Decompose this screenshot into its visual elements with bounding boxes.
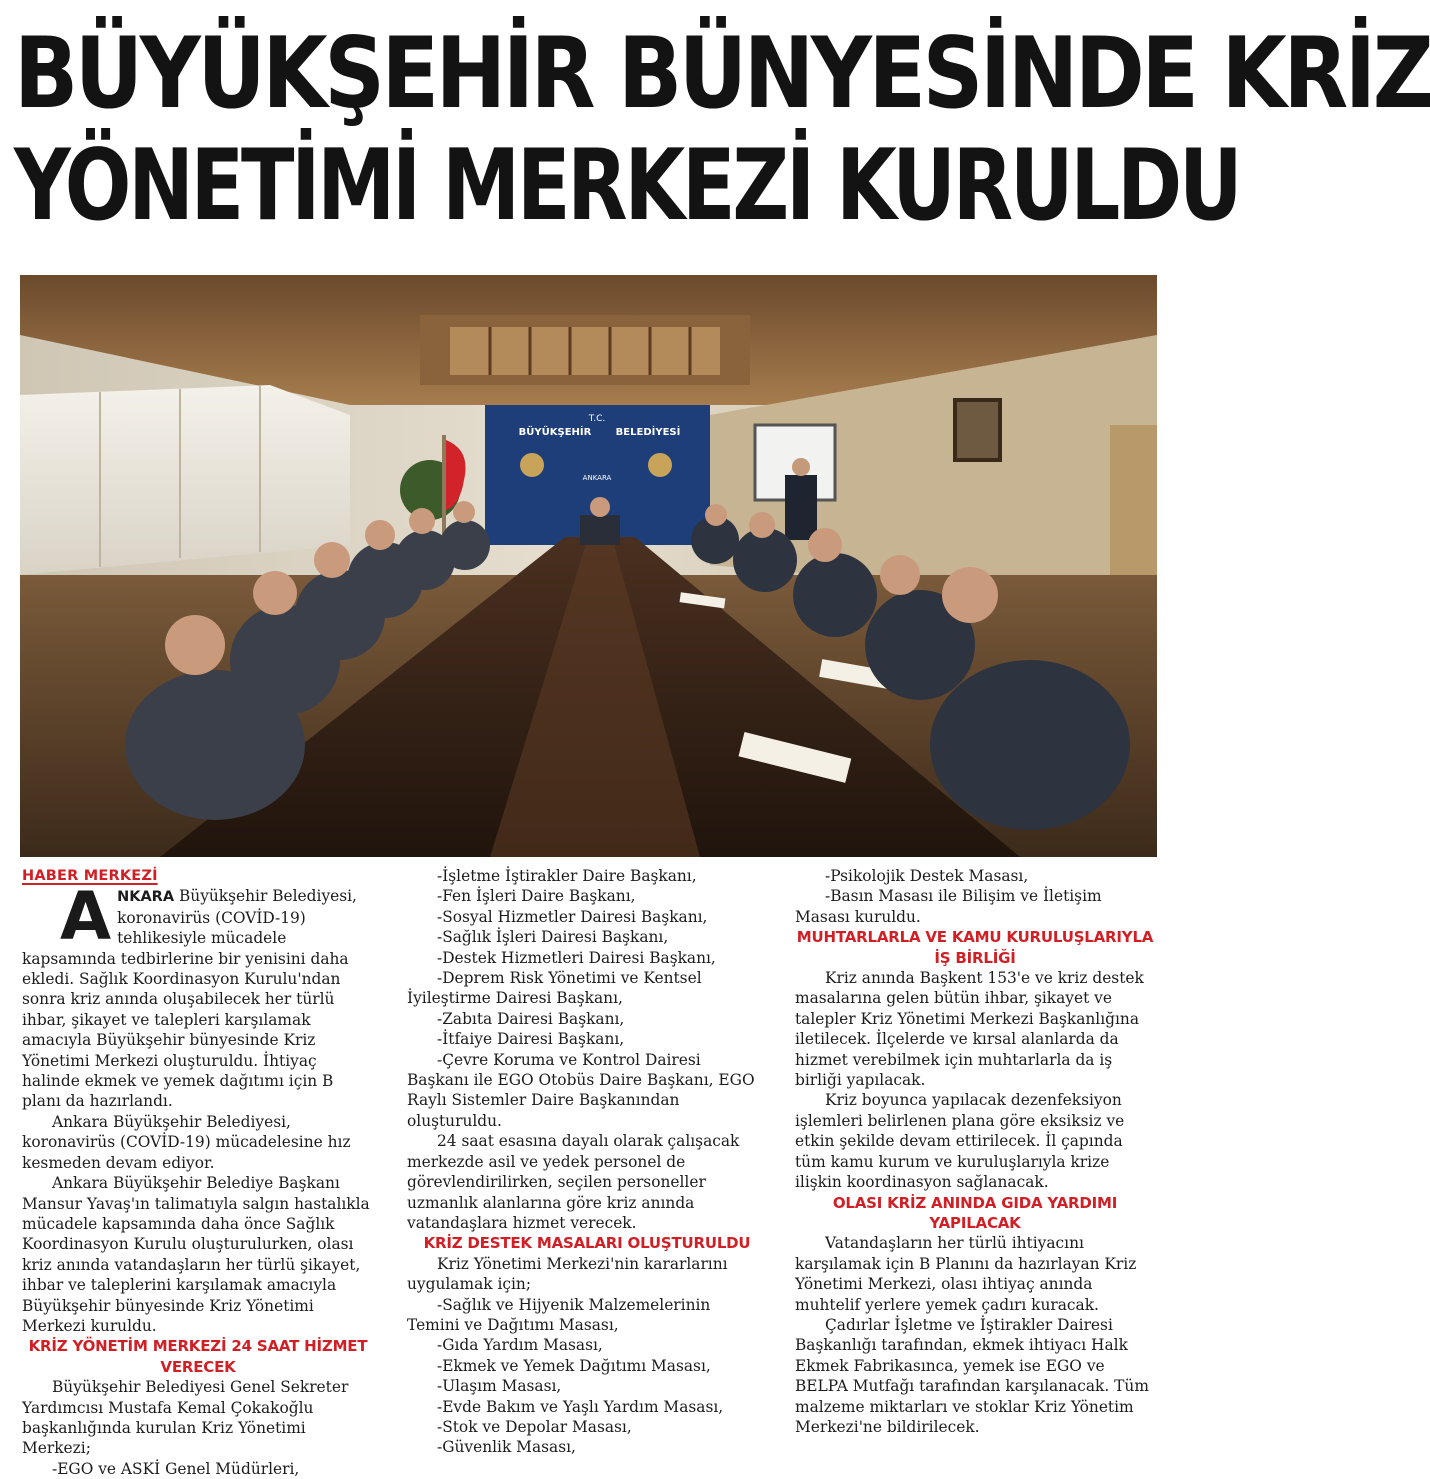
list-item: -Sağlık ve Hijyenik Malzemelerinin Temini ve Dağıtımı Masası, bbox=[407, 1295, 711, 1334]
paragraph: Kriz anında Başkent 153'e ve kriz destek masalarına gelen bütün ihbar, şikayet ve talepler Kriz Yönetimi Merkezi Başkanlığına iletilecek. İlçelerde ve kırsal alanlarda da hizmet verebilmek için muhtarlarla da iş birliği yapılacak. bbox=[795, 969, 1144, 1090]
list-item: -Çevre Koruma ve Kontrol Dairesi Başkanı ile EGO Otobüs Daire Başkanı, EGO Raylı Sistemler Daire Başkanından oluşturuldu. bbox=[407, 1050, 755, 1130]
banner-right: BELEDİYESİ bbox=[615, 427, 681, 438]
list-item: -Stok ve Depolar Masası, bbox=[437, 1417, 632, 1436]
lead-word: NKARA bbox=[117, 889, 175, 906]
column-1 bbox=[22, 866, 374, 1479]
list-item: -Ulaşım Masası, bbox=[437, 1377, 562, 1396]
list-item: -Deprem Risk Yönetimi ve Kentsel İyileştirme Dairesi Başkanı, bbox=[407, 969, 702, 1008]
paragraph: Kriz Yönetimi Merkezi'nin kararlarını uygulamak için; bbox=[407, 1254, 728, 1294]
list-item: -Zabıta Dairesi Başkanı, bbox=[437, 1009, 625, 1028]
list-item: -EGO ve ASKİ Genel Müdürleri, bbox=[52, 1459, 300, 1478]
lead-text: Büyükşehir Belediyesi, koronavirüs (COVİD-19) tehlikesiyle mücadele kapsamında tedbirlerine bir yenisini daha ekledi. Sağlık Koordinasyon Kurulu'ndan sonra kriz anında oluşabilecek her türlü ihbar, şikayet ve talepleri karşılamak amacıyla Büyükşehir bünyesinde Kriz Yönetimi Merkezi oluşturuldu. İhtiyaç halinde ekmek ve yemek dağıtımı için B planı da hazırlandı. bbox=[22, 887, 357, 1111]
paragraph: Vatandaşların her türlü ihtiyacını karşılamak için B Planını da hazırlayan Kriz Yönetimi Merkezi, olası ihtiyaç anında muhtelif yerlere yemek çadırı kuracak. bbox=[795, 1234, 1137, 1314]
headline-line-1: BÜYÜKŞEHİR BÜNYESİNDE KRİZ bbox=[14, 17, 1430, 131]
headline bbox=[14, 17, 1430, 243]
list-item: -Evde Bakım ve Yaşlı Yardım Masası, bbox=[437, 1397, 724, 1416]
list-item: -Basın Masası ile Bilişim ve İletişim Masası kuruldu. bbox=[795, 887, 1102, 926]
paragraph: 24 saat esasına dayalı olarak çalışacak merkezde asil ve yedek personel de görevlendirilirken, seçilen personeller uzmanlık alanlarına göre kriz anında vatandaşlara hizmet verecek. bbox=[407, 1132, 740, 1232]
list-item: -Fen İşleri Daire Başkanı, bbox=[437, 887, 636, 906]
subheading: OLASI KRİZ ANINDA GIDA YARDIMI YAPILACAK bbox=[832, 1193, 1118, 1232]
byline: HABER MERKEZİ bbox=[22, 868, 158, 884]
list-item: -Psikolojik Destek Masası, bbox=[825, 867, 1029, 885]
banner-left: BÜYÜKŞEHİR bbox=[518, 427, 592, 438]
list-item: -Sosyal Hizmetler Dairesi Başkanı, bbox=[437, 907, 708, 926]
list-item: -Güvenlik Masası, bbox=[437, 1438, 576, 1457]
paragraph: Kriz boyunca yapılacak dezenfeksiyon işlemleri belirlenen plana göre eksiksiz ve etkin şekilde devam ettirilecek. İl çapında tüm kamu kurum ve kuruluşlarıyla krize ilişkin koordinasyon sağlanacak. bbox=[795, 1091, 1125, 1192]
banner-tc: T.C. bbox=[588, 414, 606, 424]
list-item: -Destek Hizmetleri Dairesi Başkanı, bbox=[437, 948, 716, 967]
lead-paragraph bbox=[22, 878, 374, 1111]
paragraph: Ankara Büyükşehir Belediyesi, koronavirüs (COVİD-19) mücadelesine hız kesmeden devam ediyor. bbox=[22, 1112, 351, 1172]
subheading: KRİZ DESTEK MASALARI OLUŞTURULDU bbox=[423, 1234, 751, 1253]
list-item: -Ekmek ve Yemek Dağıtımı Masası, bbox=[437, 1356, 711, 1375]
list-item: -Sağlık İşleri Dairesi Başkanı, bbox=[437, 928, 669, 947]
paragraph: Büyükşehir Belediyesi Genel Sekreter Yardımcısı Mustafa Kemal Çokakoğlu başkanlığında kurulan Kriz Yönetimi Merkezi; bbox=[22, 1378, 349, 1458]
banner-city: ANKARA bbox=[582, 474, 612, 482]
subheading: KRİZ YÖNETİM MERKEZİ 24 SAAT HİZMET VERECEK bbox=[28, 1337, 368, 1376]
paragraph: Çadırlar İşletme ve İştirakler Dairesi Başkanlığı tarafından, ekmek ihtiyacı Halk Ekmek Fabrikasınca, yemek ise EGO ve BELPA Mutfağı tarafından karşılanacak. Tüm malzeme miktarları ve stoklar Kriz Yönetim Merkezi'ne bildirilecek. bbox=[795, 1315, 1149, 1436]
headline-line-2: YÖNETİMİ MERKEZİ KURULDU bbox=[14, 129, 1240, 243]
list-item: -Gıda Yardım Masası, bbox=[437, 1336, 603, 1355]
list-item: -İtfaiye Dairesi Başkanı, bbox=[437, 1030, 625, 1049]
column-3 bbox=[795, 866, 1155, 1437]
drop-cap: A bbox=[60, 878, 112, 956]
list-item: -İşletme İştirakler Daire Başkanı, bbox=[437, 867, 697, 885]
column-2 bbox=[407, 866, 767, 1458]
subheading: MUHTARLARLA VE KAMU KURULUŞLARIYLA İŞ BİRLİĞİ bbox=[796, 928, 1154, 967]
paragraph: Ankara Büyükşehir Belediye Başkanı Mansur Yavaş'ın talimatıyla salgın hastalıkla mücadele kapsamında daha önce Sağlık Koordinasyon Kurulu oluşturulurken, olası kriz anında vatandaşların her türlü şikayet, ihbar ve taleplerini karşılamak amacıyla Büyükşehir bünyesinde Kriz Yönetimi Merkezi kuruldu. bbox=[22, 1174, 370, 1335]
meeting-photo bbox=[20, 275, 1157, 857]
